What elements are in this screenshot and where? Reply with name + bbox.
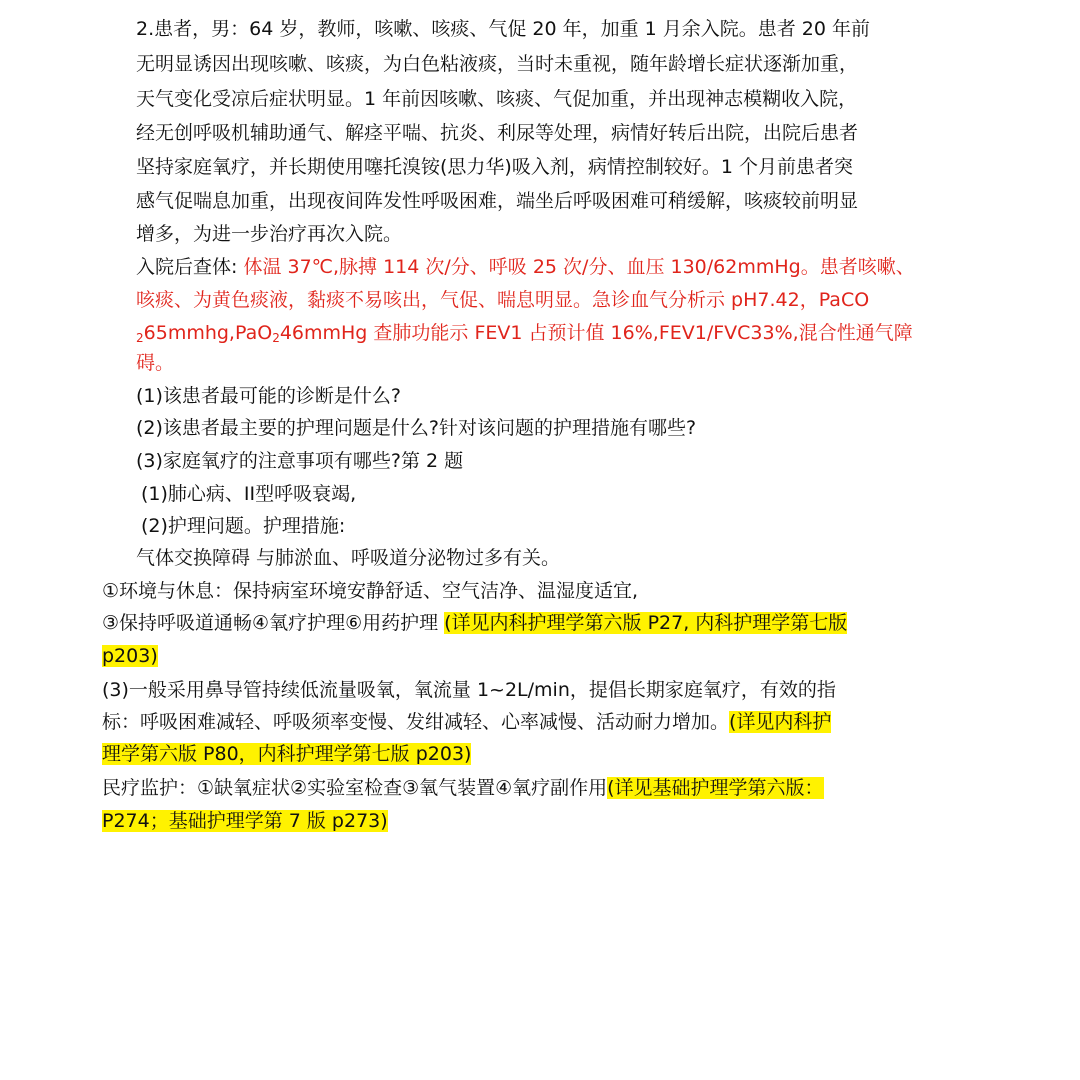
answer-2-measures-text: ③保持呼吸道通畅④氧疗护理⑥用药护理 — [102, 612, 445, 634]
exam-line-4: 碍。 — [136, 352, 175, 374]
answer-3-line-3 — [102, 740, 471, 770]
exam-paco2-value: 65mmhg,PaO — [143, 322, 273, 344]
case-line-4: 经无创呼吸机辅助通气、解痉平喘、抗炎、利尿等处理，病情好转后出院，出院后患者 — [136, 122, 859, 144]
answer-1: (1)肺心病、II型呼吸衰竭, — [141, 483, 357, 505]
subscript-2a: 2 — [136, 331, 144, 345]
exam-lung-function: 46mmHg 查肺功能示 FEV1 占预计值 16%,FEV1/FVC33%,混合性通气障 — [279, 322, 913, 344]
question-2: (2)该患者最主要的护理问题是什么?针对该问题的护理措施有哪些? — [136, 417, 697, 439]
answer-2: (2)护理问题。护理措施: — [141, 515, 346, 537]
case-line-2: 无明显诱因出现咳嗽、咳痰，为白色粘液痰，当时未重视，随年龄增长症状逐渐加重， — [136, 53, 859, 75]
subscript-2b: 2 — [272, 331, 280, 345]
answer-3-reference: (详见内科护 — [729, 711, 832, 733]
answer-3-line-2 — [102, 708, 831, 738]
case-line-6: 感气促喘息加重，出现夜间阵发性呼吸困难，端坐后呼吸困难可稍缓解，咳痰较前明显 — [136, 190, 859, 212]
exam-line-3 — [136, 319, 913, 349]
answer-2-reference-end: p203) — [102, 645, 158, 667]
exam-label: 入院后查体: — [136, 256, 244, 278]
monitor-reference: (详见基础护理学第六版： — [607, 777, 824, 799]
answer-2-detail: 气体交换障碍 与肺淤血、呼吸道分泌物过多有关。 — [136, 547, 561, 569]
monitor-line-2 — [102, 807, 388, 837]
answer-3-effect-text: 标：呼吸困难减轻、呼吸须率变慢、发绀减轻、心率减慢、活动耐力增加。 — [102, 711, 730, 733]
monitor-reference-end: P274；基础护理学第 7 版 p273) — [102, 810, 388, 832]
exam-line-1 — [136, 253, 915, 283]
case-line-7: 增多，为进一步治疗再次入院。 — [136, 223, 403, 245]
question-1: (1)该患者最可能的诊断是什么? — [136, 385, 401, 407]
case-line-3: 天气变化受凉后症状明显。1 年前因咳嗽、咳痰、气促加重，并出现神志模糊收入院， — [136, 88, 858, 110]
answer-2-environment: ①环境与休息：保持病室环境安静舒适、空气洁净、温湿度适宜, — [102, 580, 639, 602]
case-line-5: 坚持家庭氧疗，并长期使用噻托溴铵(思力华)吸入剂，病情控制较好。1 个月前患者突 — [136, 156, 853, 178]
answer-2-reference: (详见内科护理学第六版 P27, 内科护理学第七版 — [444, 612, 848, 634]
exam-line-2: 咳痰、为黄色痰液，黏痰不易咳出，气促、喘息明显。急诊血气分析示 pH7.42，PaCO — [136, 289, 870, 311]
answer-3-reference-end: 理学第六版 P80，内科护理学第七版 p203) — [102, 743, 472, 765]
exam-vitals: 体温 37℃,脉搏 114 次/分、呼吸 25 次/分、血压 130/62mmHg。患者咳嗽、 — [243, 256, 915, 278]
answer-3-line-1: (3)一般采用鼻导管持续低流量吸氧，氧流量 1~2L/min，提倡长期家庭氧疗，有效的指 — [102, 679, 836, 701]
monitor-text: 民疗监护：①缺氧症状②实验室检查③氧气装置④氧疗副作用 — [102, 777, 608, 799]
answer-2-reference-cont — [102, 642, 158, 672]
case-line-1: 2.患者，男：64 岁，教师，咳嗽、咳痰、气促 20 年，加重 1 月余入院。患者 20 年前 — [136, 18, 871, 40]
answer-2-measures — [102, 609, 847, 639]
monitor-line-1 — [102, 774, 824, 804]
question-3: (3)家庭氧疗的注意事项有哪些?第 2 题 — [136, 450, 464, 472]
